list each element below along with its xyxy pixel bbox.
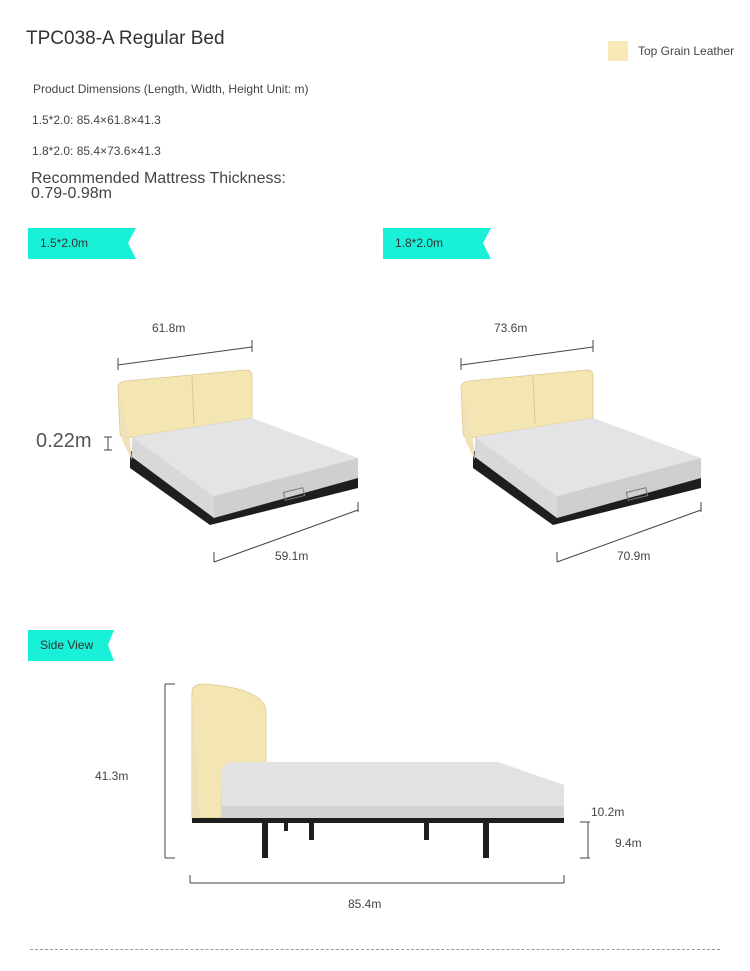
small-width-dim: 61.8m: [152, 321, 186, 335]
product-title: TPC038-A Regular Bed: [26, 28, 225, 49]
dimensions-heading: Product Dimensions (Length, Width, Height Unit: m): [33, 82, 309, 96]
mattress-rec-line1: Recommended Mattress Thickness:: [31, 170, 286, 187]
tag-side-view: [28, 630, 118, 661]
side-leg-height-dim: 9.4m: [615, 836, 642, 850]
large-length-dim: 70.9m: [617, 549, 651, 563]
large-width-dim: 73.6m: [494, 321, 528, 335]
side-mattress-height-dim: 10.2m: [591, 805, 625, 819]
tag-size-1-5-label: 1.5*2.0m: [40, 236, 89, 250]
side-height-dim: 41.3m: [95, 769, 129, 783]
side-length-dim: 85.4m: [348, 897, 382, 911]
small-length-dim: 59.1m: [275, 549, 309, 563]
bed-illustration-large: [375, 300, 750, 580]
tag-size-1-8-label: 1.8*2.0m: [395, 236, 444, 250]
mattress-recommendation: [31, 171, 331, 201]
tag-side-view-label: Side View: [40, 638, 94, 652]
leather-color-swatch: [608, 41, 628, 61]
mattress-rec-line2: 0.79-0.98m: [31, 185, 112, 202]
legend-label: Top Grain Leather: [638, 44, 735, 58]
small-mattress-dim: 0.22m: [36, 430, 92, 452]
side-view-illustration: [0, 670, 750, 900]
size-spec-2: 1.8*2.0: 85.4×73.6×41.3: [32, 144, 161, 158]
tag-size-1-8: [383, 228, 493, 259]
tag-size-1-5: [28, 228, 138, 259]
size-spec-1: 1.5*2.0: 85.4×61.8×41.3: [32, 113, 161, 127]
dashed-divider: [30, 949, 720, 950]
